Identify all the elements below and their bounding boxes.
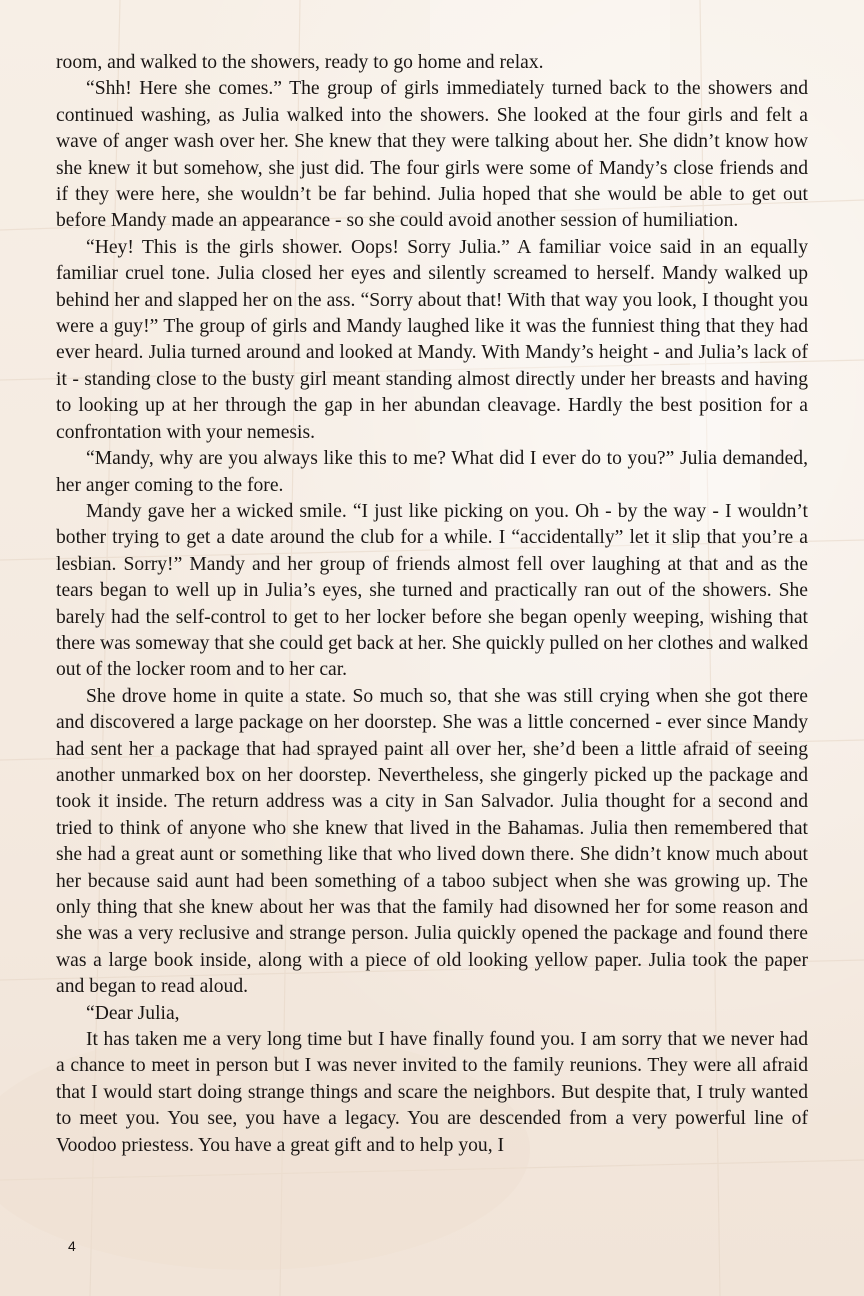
- paragraph: “Mandy, why are you always like this to me? What did I ever do to you?” Julia demanded, her anger coming to the fore.: [56, 448, 808, 496]
- page-number: 4: [68, 1238, 76, 1254]
- paragraph: “Dear Julia,: [86, 1002, 180, 1024]
- story-text: [56, 50, 808, 1159]
- paragraph: It has taken me a very long time but I have finally found you. I am sorry that we never had a chance to meet in person but I was never invited to the family reunions. They were all afraid that I would start doing strange things and scare the neighbors. But despite that, I truly wanted to meet you. You see, you have a legacy. You are descended from a very powerful line of Voodoo priestess. You have a great gift and to help you, I: [56, 1029, 808, 1156]
- paragraph: Mandy gave her a wicked smile. “I just like picking on you. Oh - by the way - I wouldn’t bother trying to get a date around the club for a while. I “accidentally” let it slip that you’re a lesbian. Sorry!” Mandy and her group of friends almost fell over laughing at that and as the tears began to well up in Julia’s eyes, she turned and practically ran out of the showers. She barely had the self-control to get to her locker before she began openly weeping, wishing that there was someway that she could get back at her. She quickly pulled on her clothes and walked out of the locker room and to her car.: [56, 500, 808, 681]
- paragraph: She drove home in quite a state. So much so, that she was still crying when she got there and discovered a large package on her doorstep. She was a little concerned - ever since Mandy had sent her a package that had sprayed paint all over her, she’d been a little afraid of seeing another unmarked box on her doorstep. Nevertheless, she gingerly picked up the package and took it inside. The return address was a city in San Salvador. Julia thought for a second and tried to think of anyone who she knew that lived in the Bahamas. Julia then remembered that she had a great aunt or something like that who lived down there. She didn’t know much about her because said aunt had been something of a taboo subject when she was growing up. The only thing that she knew about her was that the family had disowned her for some reason and she was a very reclusive and strange person. Julia quickly opened the package and found there was a large book inside, along with a piece of old looking yellow paper. Julia took the paper and began to read aloud.: [56, 685, 808, 998]
- paragraph: “Shh! Here she comes.” The group of girls immediately turned back to the showers and continued washing, as Julia walked into the showers. She looked at the four girls and felt a wave of anger wash over her. She knew that they were talking about her. She didn’t know how she knew it but somehow, she just did. The four girls were some of Mandy’s close friends and if they were here, she wouldn’t be far behind. Julia hoped that she would be able to get out before Mandy made an appearance - so she could avoid another session of humiliation.: [56, 78, 808, 232]
- paragraph: room, and walked to the showers, ready to go home and relax.: [56, 52, 544, 73]
- paragraph: “Hey! This is the girls shower. Oops! Sorry Julia.” A familiar voice said in an equally familiar cruel tone. Julia closed her eyes and silently screamed to herself. Mandy walked up behind her and slapped her on the ass. “Sorry about that! With that way you look, I thought you were a guy!” The group of girls and Mandy laughed like it was the funniest thing that they had ever heard. Julia turned around and looked at Mandy. With Mandy’s height - and Julia’s lack of it - standing close to the busty girl meant standing almost directly under her breasts and having to looking up at her through the gap in her abundan cleavage. Hardly the best position for a confrontation with your nemesis.: [56, 236, 808, 443]
